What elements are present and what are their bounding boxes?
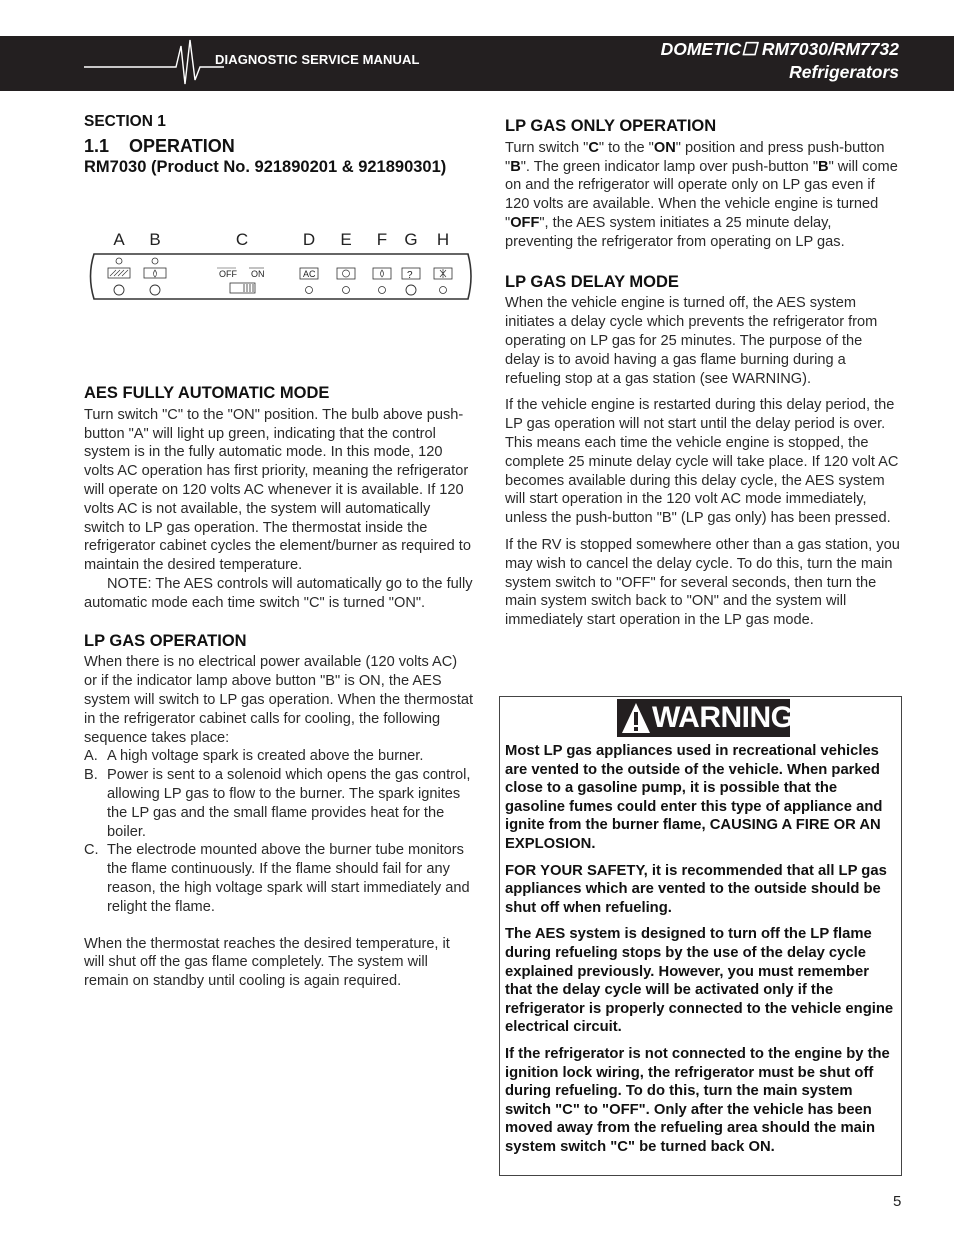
- manual-title: DIAGNOSTIC SERVICE MANUAL: [215, 52, 420, 67]
- warning-paragraph: FOR YOUR SAFETY, it is recommended that all LP gas appliances which are vented to the outside should be shut off when refueling.: [505, 862, 887, 916]
- lamp-g: [406, 285, 416, 295]
- panel-letter-d: D: [302, 230, 316, 249]
- section-label: SECTION 1: [84, 113, 166, 130]
- lp-gas-intro: When there is no electrical power available (120 volts AC) or if the indicator lamp above button "B" is ON, the AES system will switch to LP gas operation. When the thermostat in the refrigerator cabinet calls for cooling, the following sequence takes place:: [84, 654, 474, 746]
- operation-heading: 1.1 OPERATION: [84, 135, 235, 156]
- lp-gas-heading: LP GAS OPERATION: [84, 631, 247, 650]
- panel-letter-b: B: [149, 230, 161, 249]
- panel-letter-a: A: [113, 230, 125, 249]
- panel-letter-c: C: [235, 230, 249, 249]
- lamp-h: [440, 287, 447, 294]
- lp-step: [84, 766, 474, 841]
- right-column-body: [505, 117, 900, 630]
- panel-letter-e: E: [340, 230, 352, 249]
- warning-triangle-icon: [621, 702, 651, 734]
- panel-outline: [91, 254, 472, 299]
- indicator-d-ac-label: AC: [303, 269, 316, 279]
- heartbeat-line-icon: [84, 36, 224, 91]
- lp-step-text: A high voltage spark is created above the burner.: [107, 748, 424, 765]
- left-column-body: [84, 384, 474, 991]
- indicator-g-question-label: ?: [407, 270, 413, 281]
- warning-text: [505, 742, 900, 1164]
- delay-paragraph-2: If the vehicle engine is restarted during this delay period, the LP gas operation will not start until the delay period is over. This means each time the vehicle engine is stopped, the complete 25 minute delay cycle will take place. If 120 volt AC becomes available during this delay cycle, the AES system will start operation in the 120 volt AC mode immediately, unless the push-button "B" (LP gas only) has been pressed.: [505, 397, 899, 527]
- lp-gas-closing: When the thermostat reaches the desired temperature, it will shut off the gas flame completely. The system will remain on standby until cooling is again required.: [84, 935, 450, 990]
- brand-title: [661, 38, 899, 84]
- lp-only-heading: LP GAS ONLY OPERATION: [505, 117, 717, 135]
- warning-paragraph: If the refrigerator is not connected to the engine by the ignition lock wiring, the refrigerator must be shut off during refueling. To do this, turn the main system switch "C" to "OFF". Only after the vehicle has been moved away from the refueling area should the main system switch "C" be turned back ON.: [505, 1045, 890, 1155]
- left-column-top: [84, 113, 474, 176]
- main-switch-c: [230, 283, 255, 293]
- lamp-f: [379, 287, 386, 294]
- lp-step: [84, 747, 474, 766]
- panel-letter-f: F: [376, 230, 388, 249]
- delay-paragraph-3: If the RV is stopped somewhere other than a gas station, you may wish to cancel the delay cycle. To do this, turn the main system switch to "OFF" for several seconds, then turn the main system switch back to "ON" and the system will immediately start operation in the LP gas mode.: [505, 536, 900, 629]
- warning-paragraph: The AES system is designed to turn off the LP flame during refueling stops by the use of the delay cycle explained previously. However, you must remember that the delay cycle will be activated only if the refrigerator is properly connected to the vehicle engine electrical circuit.: [505, 926, 894, 1036]
- lamp-a: [116, 258, 122, 264]
- lamp-e: [343, 287, 350, 294]
- page-number: 5: [893, 1193, 902, 1210]
- push-button-b: [150, 285, 160, 295]
- push-button-a: [114, 285, 124, 295]
- brand-line-2: Refrigerators: [789, 62, 899, 82]
- warning-paragraph: Most LP gas appliances used in recreational vehicles are vented to the outside of the vehicle. When parked close to a gasoline pump, it is possible that the gasoline fumes could enter this type of appliance and ignite from the burner flame, CAUSING A FIRE OR AN EXPLOSION.: [505, 743, 883, 852]
- page-header: [0, 36, 954, 91]
- switch-off-label: OFF: [219, 269, 237, 279]
- lp-step-label: A.: [84, 748, 98, 765]
- panel-letter-h: H: [436, 230, 450, 249]
- delay-heading: LP GAS DELAY MODE: [505, 272, 679, 291]
- lp-step-label: B.: [84, 767, 98, 784]
- brand-line-1: DOMETIC☐ RM7030/RM7732: [660, 39, 899, 59]
- warning-title: WARNING: [652, 701, 794, 734]
- lamp-d: [306, 287, 313, 294]
- aes-text: Turn switch "C" to the "ON" position. The bulb above push-button "A" will light up green, indicating that the control system is in the fully automatic mode. In this mode, 120 volts AC operation has first priority, meaning the refrigerator will operate on 120 volts AC whenever it is available. If 120 volts AC is not available, the system will automatically switch to LP gas operation. The thermostat inside the refrigerator cabinet cycles the element/burner as required to maintain the desired temperature.: [84, 406, 471, 574]
- delay-paragraph-1: When the vehicle engine is turned off, the AES system initiates a delay cycle which prevents the refrigerator from operating on LP gas for 25 minutes. The purpose of the delay is to avoid having a gas flame burning during a refueling stop at a gas station (see WARNING).: [505, 295, 878, 387]
- model-line: RM7030 (Product No. 921890201 & 921890301): [84, 157, 447, 176]
- warning-box: [499, 696, 902, 1176]
- indicator-e-clock-icon: [337, 268, 355, 279]
- lp-only-text: Turn switch "C" to the "ON" position and press push-button "B". The green indicator lamp over push-button "B" will come on and the refrigerator will operate only on LP gas even if 120 volts are available. When the vehicle engine is turned "OFF", the AES system initiates a 25 minute delay, preventing the refrigerator from operating on LP gas.: [505, 139, 898, 250]
- lp-step-label: C.: [84, 842, 99, 859]
- button-a-auto-icon: [108, 268, 130, 278]
- lamp-b: [152, 258, 158, 264]
- aes-note: NOTE: The AES controls will automatically go to the fully automatic mode each time switch "C" is turned "ON".: [84, 575, 473, 611]
- lp-step-text: The electrode mounted above the burner tube monitors the flame continuously. If the flame should fail for any reason, the high voltage spark will start immediately and relight the flame.: [107, 842, 470, 915]
- lp-step: [84, 841, 474, 916]
- switch-on-label: ON: [251, 269, 265, 279]
- lp-step-text: Power is sent to a solenoid which opens the gas control, allowing LP gas to flow to the burner. The spark ignites the LP gas and the small flame provides heat for the boiler.: [107, 767, 471, 840]
- warning-banner: [617, 699, 794, 737]
- control-panel-diagram: [84, 228, 476, 304]
- panel-letter-g: G: [404, 230, 418, 249]
- aes-heading: AES FULLY AUTOMATIC MODE: [84, 384, 330, 402]
